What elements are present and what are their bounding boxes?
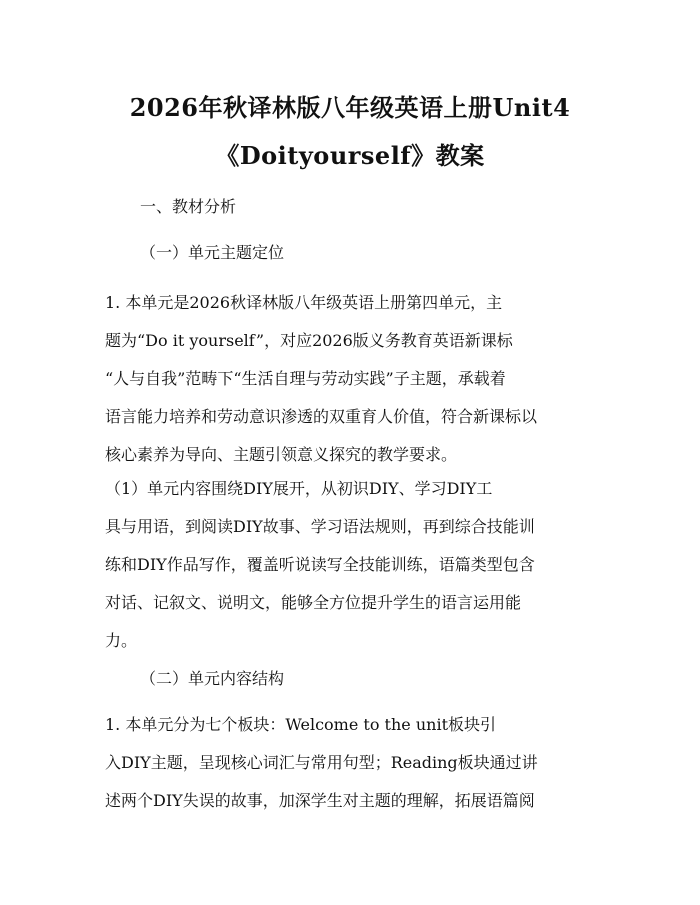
paragraph-line: 入DIY主题，呈现核心词汇与常用句型；Reading板块通过讲	[105, 753, 538, 772]
paragraph-line: 对话、记叙文、说明文，能够全方位提升学生的语言运用能	[105, 593, 522, 612]
document-title-line-2: 《Doityourself》教案	[215, 141, 485, 170]
paragraph-unit-structure	[105, 706, 605, 820]
paragraph-unit-content	[105, 470, 605, 660]
paragraph-line: 核心素养为导向、主题引领意义探究的教学要求。	[105, 445, 458, 464]
paragraph-line: “人与自我”范畴下“生活自理与劳动实践”子主题，承载着	[105, 369, 506, 388]
paragraph-line: 练和DIY作品写作，覆盖听说读写全技能训练，语篇类型包含	[105, 555, 535, 574]
section-heading-textbook-analysis: 一、教材分析	[140, 197, 237, 216]
paragraph-line: 1. 本单元分为七个板块：Welcome to the unit板块引	[105, 715, 496, 734]
paragraph-line: 力。	[105, 631, 138, 650]
subsection-heading-unit-theme: （一）单元主题定位	[140, 243, 285, 262]
paragraph-line: 1. 本单元是2026秋译林版八年级英语上册第四单元，主	[105, 293, 503, 312]
paragraph-line: 语言能力培养和劳动意识渗透的双重育人价值，符合新课标以	[105, 407, 538, 426]
paragraph-line: 述两个DIY失误的故事，加深学生对主题的理解，拓展语篇阅	[105, 791, 535, 810]
paragraph-unit-theme	[105, 284, 605, 474]
paragraph-line: 具与用语，到阅读DIY故事、学习语法规则，再到综合技能训	[105, 517, 535, 536]
subsection-heading-unit-structure: （二）单元内容结构	[140, 669, 285, 688]
paragraph-line: （1）单元内容围绕DIY展开，从初识DIY、学习DIY工	[105, 479, 493, 498]
paragraph-line: 题为“Do it yourself”，对应2026版义务教育英语新课标	[105, 331, 513, 350]
document-title-line-1: 2026年秋译林版八年级英语上册Unit4	[129, 93, 571, 122]
